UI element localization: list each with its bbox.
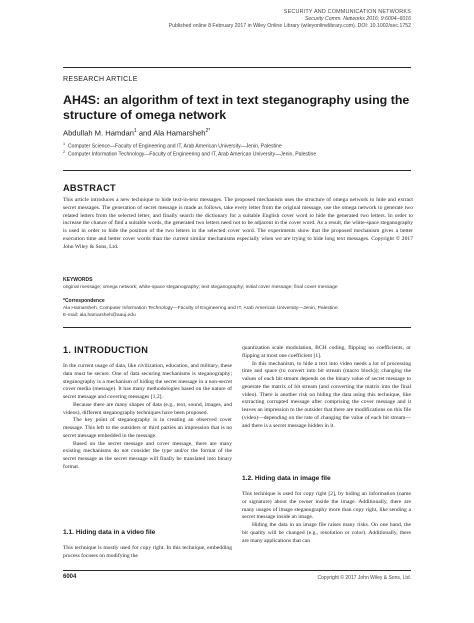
author-list <box>63 128 210 138</box>
right-column-body <box>242 345 411 430</box>
author-name: Ala Hamarsheh <box>153 128 206 138</box>
correspondence-heading: *Correspondence <box>63 298 105 304</box>
abstract-heading: ABSTRACT <box>63 183 116 193</box>
introduction-body <box>63 363 232 472</box>
keywords-heading: KEYWORDS <box>63 277 93 283</box>
footer-divider <box>63 570 411 571</box>
paragraph: This technique is used for copy right [2], by hiding an information (name or signature) about the owner inside the image. Additionally, there are many usages of image steganography more than copy right, like sending a secret message inside an image. <box>242 491 411 521</box>
correspondence-address: Ala Hamarsheh, Computer Information Technology—Faculty of Engineering and IT, Arab American University—Jenin, Palestine. <box>63 306 340 311</box>
subsection-heading-video: 1.1. Hiding data in a video file <box>63 529 156 536</box>
article-type: RESEARCH ARTICLE <box>63 76 138 83</box>
paragraph: Hiding the data in an image file raises many risks. On one hand, the bit quality will be changed (e.g., resolution or color). Additionally, there are many applications that can <box>242 522 411 544</box>
paragraph: In the current usage of data, like civilization, education, and military, these data must be secure. One of data securing mechanisms is steganography; steganography is a mechanism of hiding the secret message in a non-secret cover media (message). It has many methodologies based on the nature of secret message and covering messages [1,2]. <box>63 363 232 400</box>
article-title: AH4S: an algorithm of text in text steganography using the structure of omega network <box>63 93 410 122</box>
correspondence-email[interactable]: E-mail: ala.hamarsheh@aauj.edu <box>63 313 136 318</box>
publication-info: Published online 8 February 2017 in Wiley Online Library (wileyonlinelibrary.com). DOI: 10.1002/sec.1752 <box>168 23 411 29</box>
header-divider <box>63 67 411 68</box>
footer-copyright: Copyright © 2017 John Wiley & Sons, Ltd. <box>317 575 411 581</box>
abstract-text: This article introduces a new technique to hide text-in-text messages. The proposed mechanism uses the structure of omega network to hide and extract secret messages. The generation of secret message is made as follows, take every letter from the original message, use the omega network to generate two related letters from the selected letter, and finally search the dictionary for a suitable English cover word to hide the generated two letters. In order to increase the chance of find a suitable words, the generated two letters need not to be adjacent in the cover word. As a result, the white-space steganography is used in order to hide the position of the two letters in the selected cover word. The experiments show that the proposed mechanism gives a better execution time and better cover words than the current similar mechanisms especially when we are trying to hide long text messages. Copyright © 2017 John Wiley & Sons, Ltd. <box>63 197 413 250</box>
affiliation-number: 1 <box>63 142 66 146</box>
video-section-body <box>63 545 232 561</box>
author-affiliation-mark: 2* <box>205 128 211 134</box>
paragraph: quantization scale modulation, BCH coding, flipping no coefficients, or flipping at most one coefficient [1]. <box>242 345 411 359</box>
journal-name: SECURITY AND COMMUNICATION NETWORKS <box>283 9 411 15</box>
section-heading-introduction: 1. INTRODUCTION <box>63 345 149 355</box>
image-section-body <box>242 491 411 545</box>
journal-citation: Security Comm. Networks 2016; 9:6004–6016 <box>304 16 411 22</box>
affiliation <box>63 142 282 150</box>
author-name: Abdullah M. Hamdan <box>63 128 134 138</box>
author-conjunction: and <box>136 128 154 138</box>
author-affiliation-mark: 1 <box>133 128 137 134</box>
affiliation <box>63 150 316 158</box>
affiliation-text: Computer Science—Faculty of Engineering and IT, Arab American University—Jenin, Palestine <box>67 143 282 150</box>
paragraph: Because there are many shapes of data (e.g., text, sound, images, and videos), different steganography techniques have been proposed. <box>63 401 232 416</box>
keywords-text: original message; omega network; white-space steganography; text steganography; initial cover message; final cover message <box>63 285 338 290</box>
paragraph: Based on the secret message and cover message, there are many existing mechanisms do not consider the type and/or the format of the secret message as the secret message will finally be translated into binary format. <box>63 440 232 470</box>
paragraph: In this mechanism, to hide a text into video needs a lot of processing time and space (to convert into bit stream (macro block)); changing the values of each bit stream depends on the binary value of secret message to generate the matrix of bit stream (and converting the matrix into the final video). There is another risk on hiding the data using this technique, like extracting corrupted message after comprising the cover message and it leaves an impression to the outsider that there are modifications on this file (video)—depending on the rate of changing the value of each bit stream—and there is a secret message hidden in it. <box>242 360 411 429</box>
paragraph: This technique is mostly used for copy right. In this technique, embedding process focuses on modifying the <box>63 545 232 559</box>
abstract-divider <box>63 170 411 171</box>
page-number: 6004 <box>63 574 77 580</box>
paragraph: The key point of steganography is in creating an observed cover message. This left to the outsiders or third parties an impression that is no secret message embedded in the message. <box>63 417 232 439</box>
affiliation-number: 2 <box>63 150 66 154</box>
body-divider <box>63 327 411 328</box>
subsection-heading-image: 1.2. Hiding data in image file <box>242 475 331 482</box>
affiliation-text: Computer Information Technology—Faculty of Engineering and IT, Arab American University—Jenin, Palestine <box>67 151 317 158</box>
